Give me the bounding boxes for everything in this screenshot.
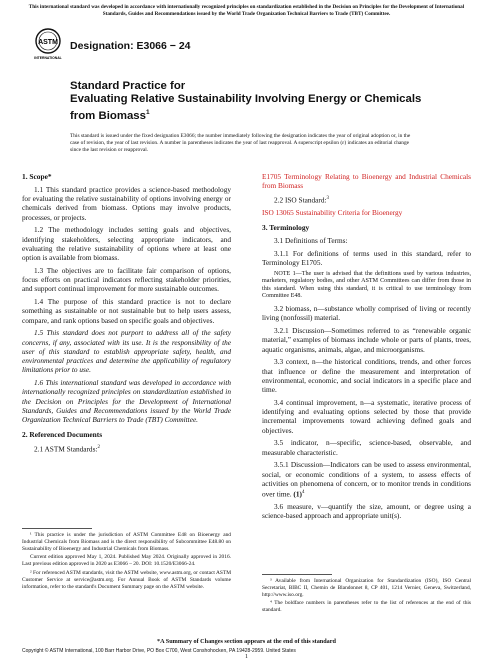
right-column: [262, 172, 471, 524]
reference-title[interactable]: Sustainability Criteria for Bioenergy: [295, 208, 403, 218]
title-line-2: Evaluating Relative Sustainability Involving Energy or Chemicals from Biomass$^1$: [70, 93, 422, 122]
reference-code[interactable]: ISO 13065: [262, 208, 294, 218]
reference-e1705[interactable]: [262, 172, 471, 191]
footnote-3: ³ Available from International Organization for Standardization (ISO), ISO Central Secretariat, BIBC II, Chemin de Blandonnet 8, CP 401, 1214 Vernier, Geneva, Switzerland, http://www.iso.org.: [262, 578, 471, 598]
designation: Designation: E3066 − 24: [70, 40, 191, 52]
left-column: [22, 172, 231, 457]
issued-statement: This standard is issued under the fixed designation E3066; the number immediately following the designation indicates the year of original adoption or, in the case of revision, the year of last revision. A number in parentheses indicates the year of last reapproval. A superscript epsilon (ε) indicates an editorial change since the last revision or reapproval.: [70, 133, 411, 153]
right-footnotes: [262, 574, 471, 616]
section-heading-scope: 1. Scope*: [22, 172, 52, 181]
paragraph-2-1: 2.1 ASTM Standards:$^2$: [34, 444, 100, 454]
astm-logo: [34, 28, 62, 60]
reference-code[interactable]: E1705: [262, 172, 282, 181]
paragraph-3-6: 3.6 measure, v—quantify the size, amount, or degree using a science-based approach and appropriate unit(s).: [262, 502, 471, 521]
document-title: [70, 80, 430, 123]
copyright-line: Copyright © ASTM International, 100 Barr Harbor Drive, PO Box C700, West Conshohocken, PA 19428-2959. United States: [22, 648, 296, 654]
paragraph-1-4: 1.4 The purpose of this standard practice is not to declare something as sustainable or not sustainable but to help users assess, compare, and rank options based on specific goals and objectives.: [22, 297, 231, 325]
paragraph-3-1-1: 3.1.1 For definitions of terms used in this standard, refer to Terminology E1705.: [262, 248, 471, 268]
paragraph-3-5-1: 3.5.1 Discussion—Indicators can be used to assess environmental, social, or economic conditions of a system, to assess effects of activities on phenomena of concern, or to monitor trends in conditions over time. $(1)^4$: [262, 460, 471, 499]
section-heading-references: 2. Referenced Documents: [22, 430, 103, 440]
svg-text:INTERNATIONAL: INTERNATIONAL: [34, 56, 62, 60]
paragraph-1-5: 1.5 This standard does not purport to address all of the safety concerns, if any, associated with its use. It is the responsibility of the user of this standard to establish appropriate safety, health, and environmental practices and determine the applicability of regulatory limitations prior to use.: [22, 328, 231, 375]
paragraph-3-1: 3.1 Definitions of Terms:: [274, 236, 348, 246]
paragraph-3-2-1: 3.2.1 Discussion—Sometimes referred to as “renewable organic material,” examples of biomass include whole or parts of plants, trees, aquatic organisms, animals, algae, and microorganisms.: [262, 326, 471, 354]
reference-title[interactable]: Terminology Relating to Bioenergy and Industrial Chemicals from Biomass: [262, 172, 471, 191]
footnote-rule: [22, 528, 92, 529]
paragraph-3-5: 3.5 indicator, n—specific, science-based, observable, and measurable characteristic.: [262, 438, 471, 457]
paragraph-1-1: 1.1 This standard practice provides a science-based methodology for evaluating the relative sustainability of options involving energy or chemicals derived from biomass. Options may involve products, processes, or projects.: [22, 184, 231, 222]
section-heading-terminology: 3. Terminology: [262, 223, 310, 233]
left-footnotes: [22, 528, 231, 592]
svg-text:ASTM: ASTM: [38, 39, 58, 46]
footnote-4: ⁴ The boldface numbers in parentheses refer to the list of references at the end of this standard.: [262, 600, 471, 614]
paragraph-3-2: 3.2 biomass, n—substance wholly comprised of living or recently living (nonfossil) material.: [262, 304, 471, 323]
page-number: 1: [245, 654, 248, 660]
title-line-1: Standard Practice for: [70, 80, 186, 92]
footnote-2: ² For referenced ASTM standards, visit the ASTM website, www.astm.org, or contact ASTM Customer Service at service@astm.org. For Annual Book of ASTM Standards volume information, refer to the standard's Document Summary page on the ASTM website.: [22, 569, 231, 590]
paragraph-3-4: 3.4 continual improvement, n—a systematic, iterative process of identifying and evaluating options selected by those that provide incremental improvements toward achieving defined goals and objectives.: [262, 397, 471, 435]
paragraph-1-3: 1.3 The objectives are to facilitate fair comparison of options, focus efforts on practical indicators reflecting stakeholder priorities, and support continual improvement for more sustainable outcomes.: [22, 265, 231, 294]
note-1: NOTE 1—The user is advised that the definitions used by various industries, marketers, regulatory bodies, and other ASTM Committees can differ from those in this standard. When using this standard, it is critical to use terminology from Committee E48.: [262, 270, 471, 300]
wto-notice: This international standard was developed in accordance with internationally recognized principles on standardization established in the Decision on Principles for the Development of International Standards, Guides and Recommendations issued by the World Trade Organization Technical Barriers to Trade (TBT) Committee.: [28, 4, 465, 17]
paragraph-1-2: 1.2 The methodology includes setting goals and objectives, identifying stakeholders, selecting appropriate indicators, and evaluating the relative sustainability of options where at least one option is available from biomass.: [22, 225, 231, 262]
summary-of-changes-note: *A Summary of Changes section appears at the end of this standard: [157, 638, 336, 645]
paragraph-3-3: 3.3 context, n—the historical conditions, trends, and other forces that influence or define the measurement and interpretation of environmental, economic, and social indicators in a specific place and time.: [262, 357, 471, 395]
paragraph-2-2: 2.2 ISO Standard:$^3$: [274, 195, 329, 205]
footnote-1b: Current edition approved May 1, 2024. Published May 2024. Originally approved in 2016. Last previous edition approved in 2020 as E3066 – 20. DOI: 10.1520/E3066-24.: [22, 554, 231, 568]
reference-iso-13065[interactable]: [262, 208, 471, 217]
footnote-rule: [262, 574, 332, 575]
footnote-1: ¹ This practice is under the jurisdiction of ASTM Committee E48 on Bioenergy and Industrial Chemicals from Biomass and is the direct responsibility of Subcommittee E48.80 on Sustainability of Bioenergy and Industrial Chemicals from Biomass.: [22, 532, 231, 552]
paragraph-1-6: 1.6 This international standard was developed in accordance with internationally recognized principles on standardization established in the Decision on Principles for the Development of International Standards, Guides and Recommendations issued by the World Trade Organization Technical Barriers to Trade (TBT) Committee.: [22, 378, 231, 424]
